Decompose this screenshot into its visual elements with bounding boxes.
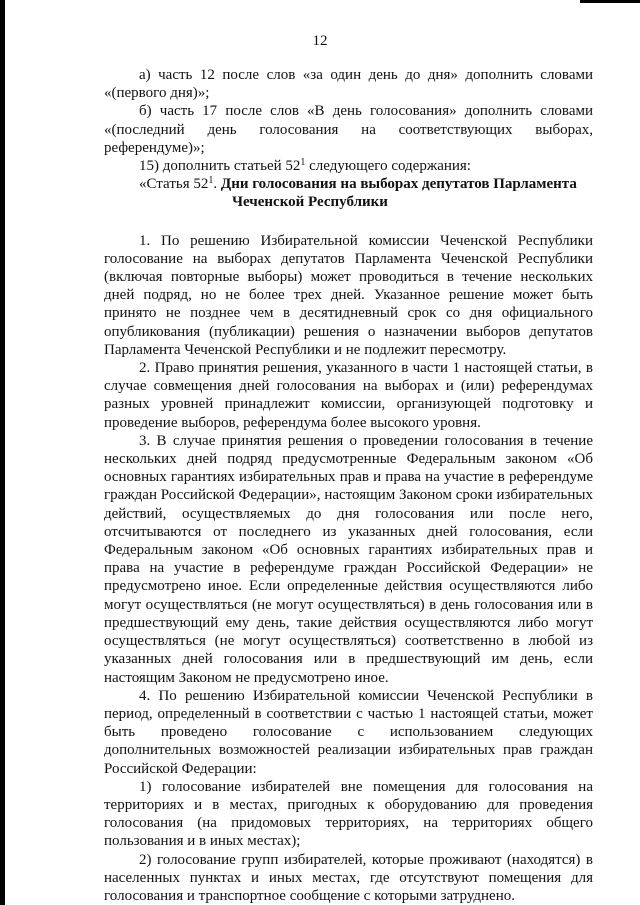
scan-top-mark (580, 0, 640, 3)
amendment-item-15 (104, 157, 593, 175)
article-dot: . (213, 176, 221, 193)
article-title: Дни голосования на выборах депутатов Парламента (220, 176, 577, 193)
article-subitem-1: 1) голосование избирателей вне помещения для голосования на территориях и в местах, пригодных к оборудованию для проведения голосования (на придомовых территориях, на территориях общего пользования и в иных местах); (104, 778, 593, 850)
item15-text-end: следующего содержания: (305, 158, 471, 175)
scan-left-edge (0, 0, 5, 905)
spacer (104, 212, 593, 232)
document-body (104, 66, 593, 905)
article-paragraph-4: 4. По решению Избирательной комиссии Чеченской Республики в период, определенный в соответствии с частью 1 настоящей статьи, может быть проведено голосование с использованием следующих дополнительных возможностей реализации избирательных прав граждан Российской Федерации: (104, 687, 593, 777)
article-paragraph-3: 3. В случае принятия решения о проведении голосования в течение нескольких дней подряд предусмотренные Федеральным законом «Об основных гарантиях избирательных прав и права на участие в референдуме граждан Российской Федерации», настоящим Законом сроки избирательных действий, осуществляемых до дня голосования или после него, отсчитываются от последнего из указанных дней голосования, если Федеральным законом «Об основных гарантиях избирательных прав и права на участие в референдуме граждан Российской Федерации» не предусмотрено иное. Если определенные действия осуществляются либо могут осуществляться (не могут осуществляться) в день голосования или в предшествующий ему день, такие действия осуществляются либо могут осуществляться (не могут осуществляться) соответственно в любой из указанных дней голосования или в предшествующий им день, если настоящим Законом не предусмотрено иное. (104, 432, 593, 686)
article-paragraph-2: 2. Право принятия решения, указанного в части 1 настоящей статьи, в случае совмещения дней голосования на выборах и (или) референдумах разных уровней принадлежит комиссии, организующей подготовку и проведение выборов, референдума более высокого уровня. (104, 360, 593, 431)
page-number: 12 (312, 33, 328, 49)
amendment-b: б) часть 17 после слов «В день голосования» дополнить словами «(последний день голосования на соответствующих выборах, референдуме)»; (104, 103, 593, 156)
amendment-a: а) часть 12 после слов «за один день до дня» дополнить словами «(первого дня)»; (104, 67, 593, 102)
article-superscript: 1 (208, 175, 214, 187)
article-title-line2: Чеченской Республики (232, 194, 388, 211)
article-heading (104, 175, 593, 193)
article-prefix: «Статья 52 (139, 176, 209, 193)
item15-text: 15) дополнить статьей 52 (139, 158, 301, 175)
item15-superscript: 1 (300, 157, 306, 169)
article-paragraph-1: 1. По решению Избирательной комиссии Чеченской Республики голосование на выборах депутатов Парламента Чеченской Республики (включая повторные выборы) может проводиться в течение нескольких дней подряд, но не более трех дней. Указанное решение может быть принято не позднее чем в десятидневный срок со дня официального опубликования (публикации) решения о назначении выборов депутатов Парламента Чеченской Республики и не подлежит пересмотру. (104, 232, 593, 358)
article-subitem-2: 2) голосование групп избирателей, которые проживают (находятся) в населенных пунктах и иных местах, где отсутствуют помещения для голосования и транспортное сообщение с которыми затруднено. (104, 851, 593, 904)
